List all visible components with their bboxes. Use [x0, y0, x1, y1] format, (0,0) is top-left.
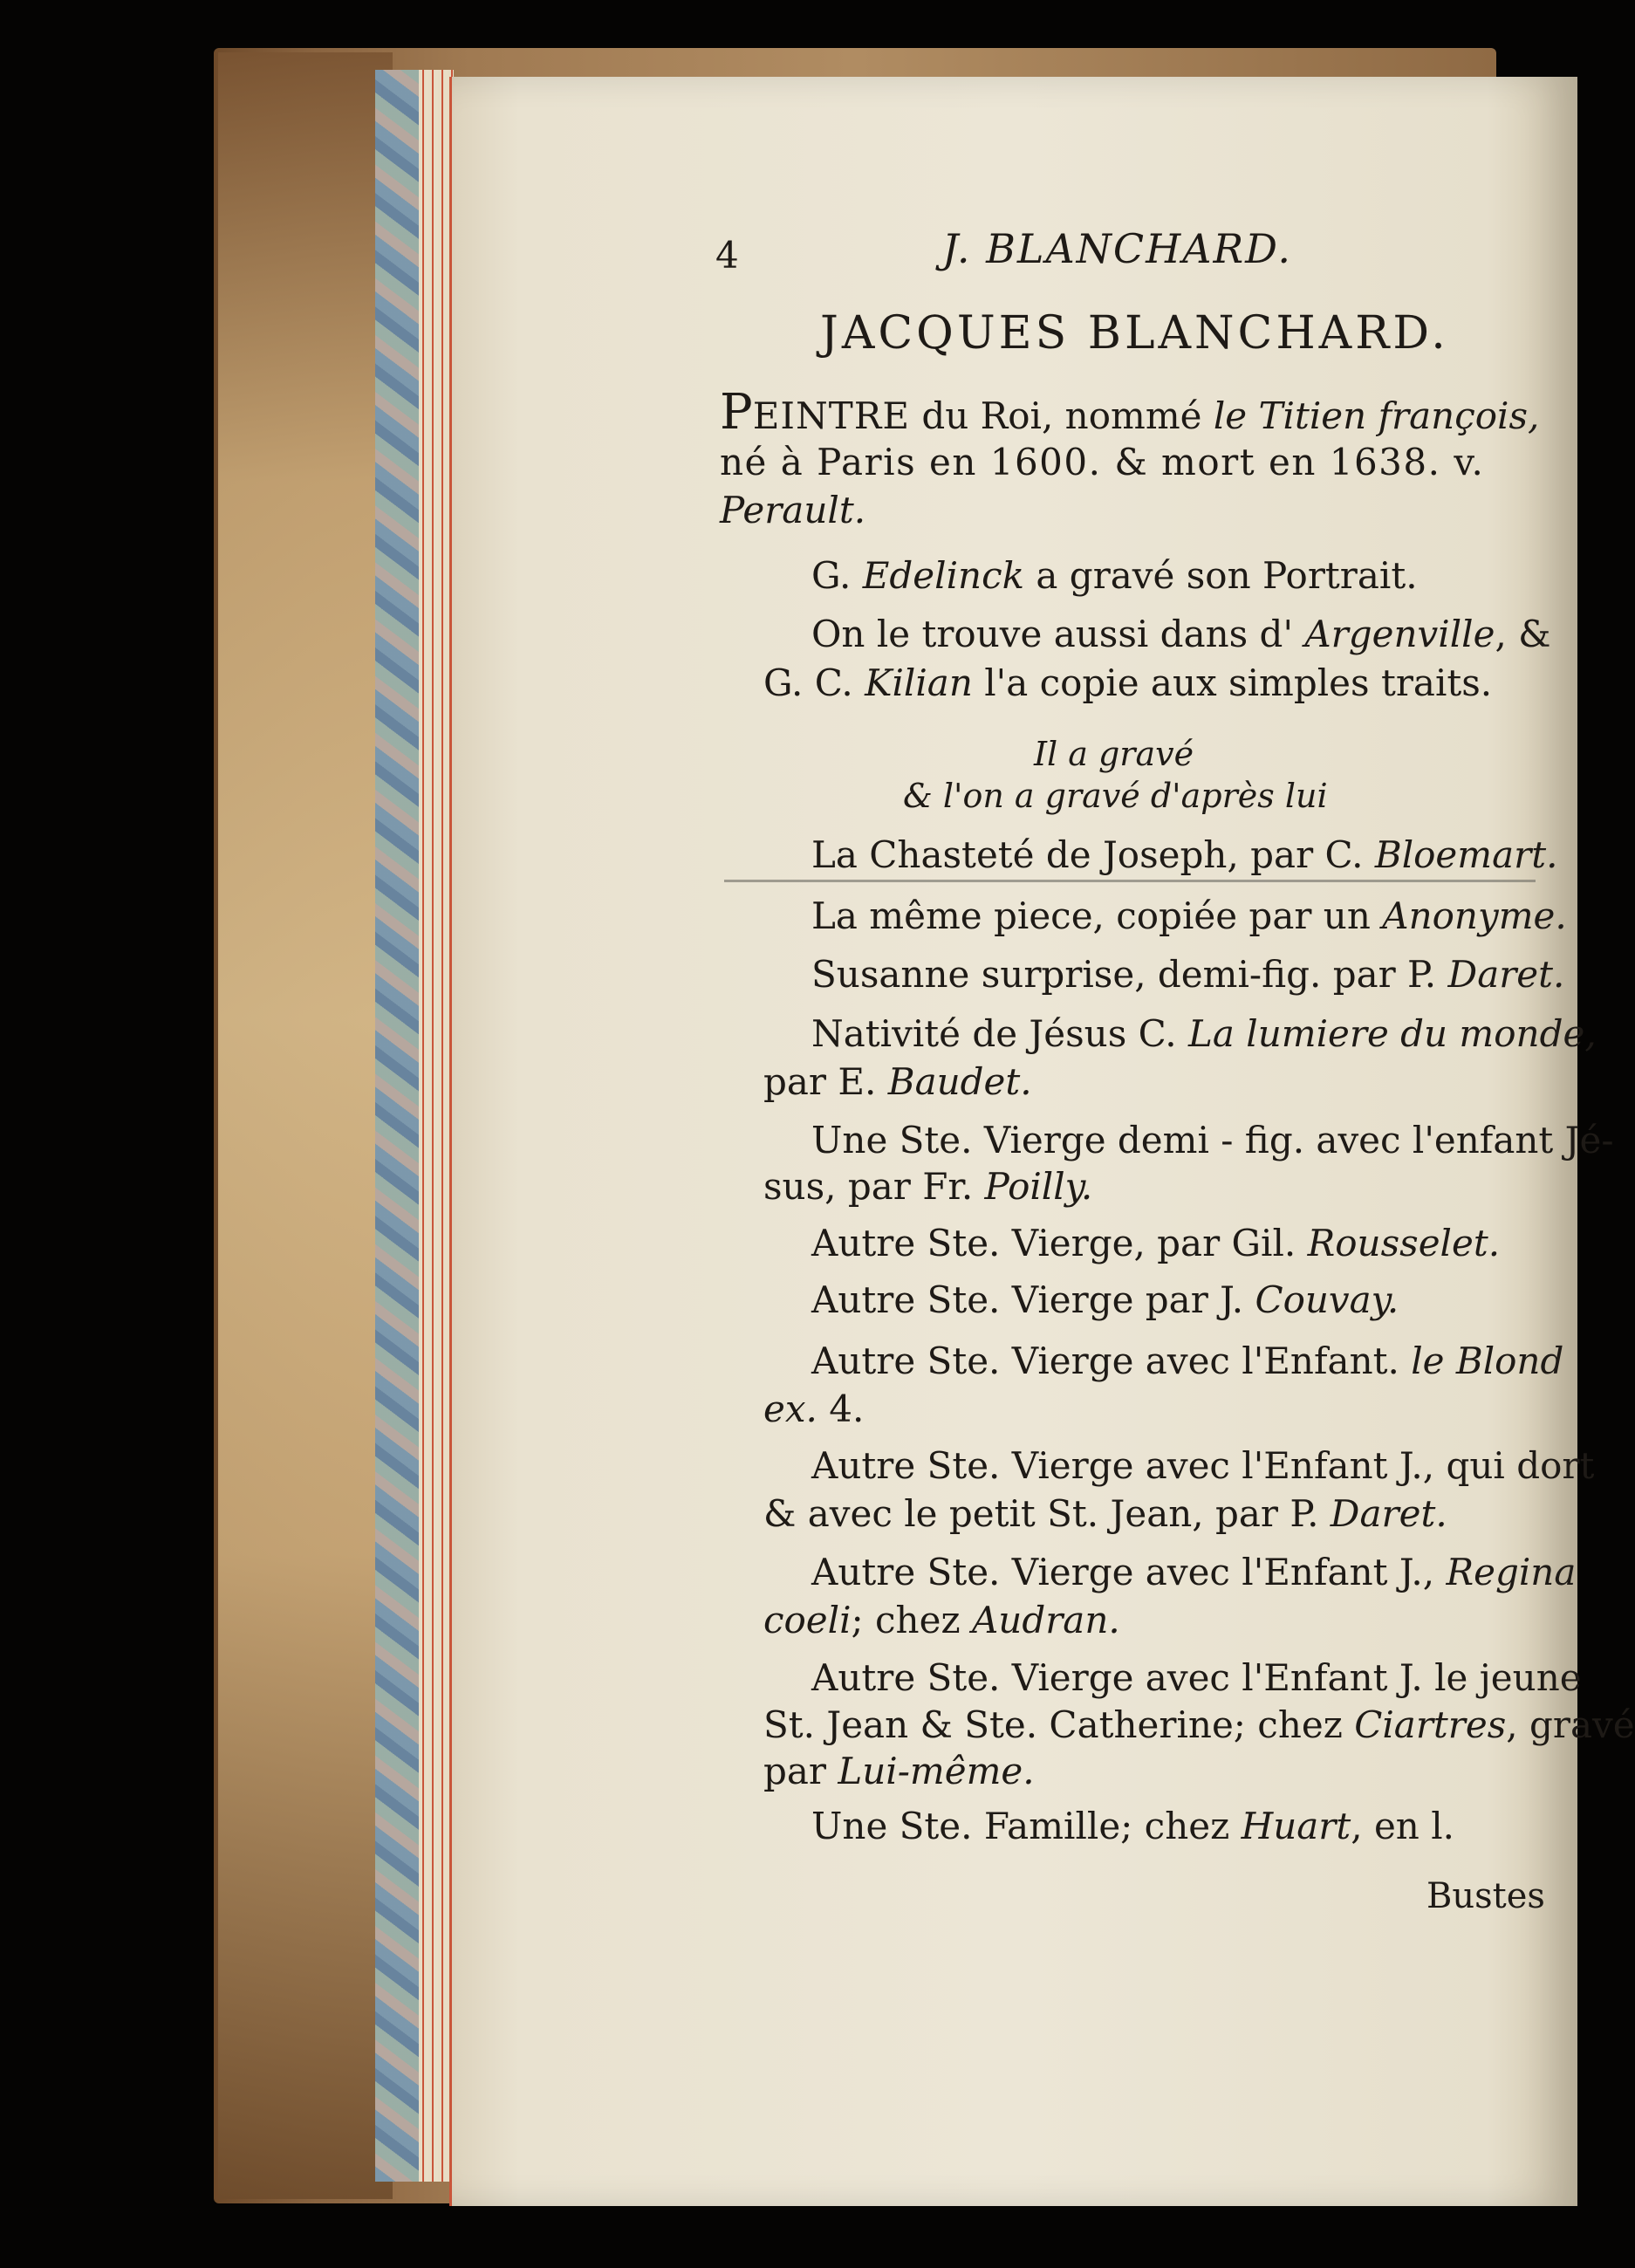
entry-text: Autre Ste. Vierge avec l'Enfant J.,	[811, 1551, 1447, 1593]
intro-line-1	[720, 384, 1539, 441]
subheading-line-2: & l'on a gravé d'après lui	[903, 777, 1328, 815]
entry-4	[811, 1012, 1597, 1055]
engraver-name: Edelinck	[862, 554, 1025, 597]
engraver-name: Anonyme.	[1382, 894, 1567, 937]
entry-text: & avec le petit St. Jean, par P.	[763, 1492, 1331, 1535]
intro-italic: le Titien françois,	[1213, 394, 1540, 437]
entry-6	[811, 1222, 1500, 1264]
entry-text: par E.	[763, 1060, 888, 1103]
entry-text: Autre Ste. Vierge, par Gil.	[811, 1222, 1308, 1264]
publisher-name: Audran.	[971, 1599, 1120, 1641]
intro-smallcaps: EINTRE	[752, 394, 910, 437]
entry-8	[811, 1340, 1563, 1382]
paragraph-argenville	[811, 613, 1551, 655]
publisher-name: Huart	[1241, 1805, 1351, 1847]
entry-text: St. Jean & Ste. Catherine; chez	[763, 1703, 1355, 1746]
intro-line-3: Perault.	[720, 489, 866, 531]
entry-text: ; chez	[851, 1599, 972, 1641]
page-edges	[419, 70, 454, 2182]
entry-10	[811, 1551, 1576, 1593]
entry-11: Autre Ste. Vierge avec l'Enfant J. le jeune	[811, 1656, 1582, 1699]
entry-5-line-2	[763, 1165, 1092, 1208]
engraver-name: Lui-même.	[838, 1750, 1035, 1792]
publisher-name: Ciartres	[1354, 1703, 1507, 1746]
text-run: l'a copie aux simples traits.	[972, 661, 1493, 704]
drop-capital: P	[720, 384, 753, 441]
entry-text: , gravé	[1506, 1703, 1635, 1746]
entry-9: Autre Ste. Vierge avec l'Enfant J., qui dort	[811, 1444, 1595, 1487]
entry-5: Une Ste. Vierge demi - fig. avec l'enfant Jé-	[811, 1119, 1614, 1161]
text-run: a gravé son Portrait.	[1024, 554, 1418, 597]
entry-text: , en l.	[1351, 1805, 1454, 1847]
entry-8-line-2	[763, 1388, 864, 1430]
text-run: G. C.	[763, 661, 865, 704]
entry-10-line-2	[763, 1599, 1120, 1641]
subheading-line-1: Il a gravé	[1034, 735, 1194, 773]
engraver-name: Kilian	[865, 661, 973, 704]
entry-title: Regina	[1446, 1551, 1577, 1593]
entry-1	[811, 833, 1557, 876]
entry-title: La lumiere du monde,	[1187, 1012, 1597, 1055]
author-name: Argenville	[1304, 613, 1495, 655]
entry-12	[811, 1805, 1454, 1847]
entry-text: par	[763, 1750, 838, 1792]
text-run: On le trouve aussi dans d'	[811, 613, 1305, 655]
publisher-abbrev: ex.	[763, 1388, 818, 1430]
engraver-name: Baudet.	[887, 1060, 1032, 1103]
intro-text: du Roi, nommé	[909, 394, 1214, 437]
entry-text: Nativité de Jésus C.	[811, 1012, 1188, 1055]
text-run: G.	[811, 554, 863, 597]
paragraph-argenville-line-2	[763, 661, 1492, 704]
entry-11-line-2	[763, 1703, 1635, 1746]
engraver-name: Daret.	[1447, 953, 1565, 996]
paragraph-edelinck	[811, 554, 1418, 597]
entry-text: Une Ste. Famille; chez	[811, 1805, 1242, 1847]
running-head: J. BLANCHARD.	[942, 225, 1292, 272]
entry-text: 4.	[817, 1388, 865, 1430]
horizontal-rule	[724, 880, 1536, 882]
entry-text: Susanne surprise, demi-fig. par P.	[811, 953, 1448, 996]
catchword: Bustes	[1426, 1876, 1545, 1916]
entry-3	[811, 953, 1564, 996]
publisher-name: le Blond	[1411, 1340, 1564, 1382]
entry-7	[811, 1278, 1399, 1321]
entry-11-line-3	[763, 1750, 1035, 1792]
entry-2	[811, 894, 1567, 937]
intro-line-2: né à Paris en 1600. & mort en 1638. v.	[720, 441, 1485, 483]
page-number: 4	[715, 234, 739, 277]
page-title: JACQUES BLANCHARD.	[820, 307, 1449, 360]
engraver-name: Poilly.	[984, 1165, 1093, 1208]
engraver-name: Couvay.	[1255, 1278, 1399, 1321]
engraver-name: Rousselet.	[1307, 1222, 1501, 1264]
cover-spine	[218, 52, 393, 2199]
engraver-name: Bloemart.	[1374, 833, 1558, 876]
entry-text: La même piece, copiée par un	[811, 894, 1383, 937]
entry-4-line-2	[763, 1060, 1032, 1103]
entry-text: sus, par Fr.	[763, 1165, 985, 1208]
entry-9-line-2	[763, 1492, 1447, 1535]
entry-text: Autre Ste. Vierge par J.	[811, 1278, 1255, 1321]
entry-title: coeli	[763, 1599, 852, 1641]
engraver-name: Daret.	[1330, 1492, 1447, 1535]
entry-text: La Chasteté de Joseph, par C.	[811, 833, 1375, 876]
text-run: , &	[1495, 613, 1551, 655]
entry-text: Autre Ste. Vierge avec l'Enfant.	[811, 1340, 1412, 1382]
